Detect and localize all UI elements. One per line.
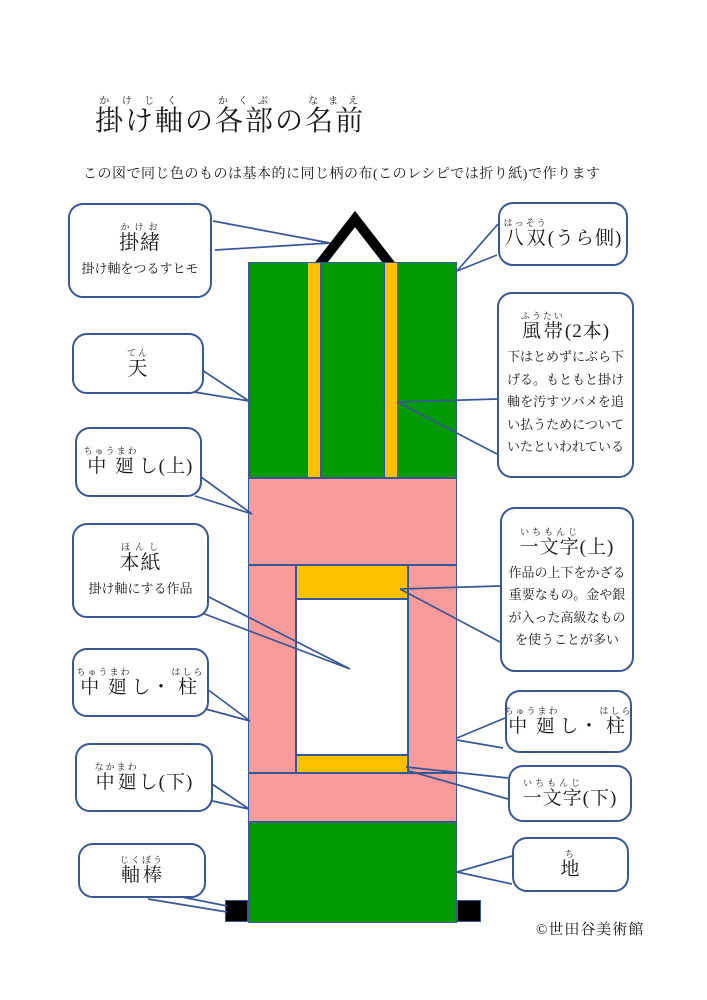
page-title: 掛け軸かけじくの各部かくぶの名前なまえ [95,96,366,137]
part-fuutai-stripe-left [307,262,321,478]
callout-hassou-pointer [457,224,498,271]
callout-hashira-left-pointer [202,689,250,721]
callout-kakeo [68,203,212,298]
callout-jikubou-pointer [148,897,227,912]
callout-ichimonji-ue-label: 一文字いちもんじ(上) [519,527,615,559]
part-jikubou-end-right [457,900,481,922]
callout-fuutai-desc: 下はとめずにぶら下げる。もともと掛け軸を汚すツバメを追い払うためについていたといわれている [506,349,624,455]
callout-hassou [498,202,628,266]
callout-honshi-label: 本紙ほんし [119,541,162,574]
callout-ten [72,333,204,394]
part-honshi [296,599,408,755]
callout-ichimonji-shita [508,765,632,822]
callout-hashira-left-label: 中廻ちゅうまわし・柱はしら [76,666,205,698]
callout-hashira-right-pointer [457,718,505,748]
callout-ichimonji-shita-label: 一文字いちもんじ(下) [522,777,618,809]
callout-chi [512,837,629,892]
part-ichimonji-lower [296,755,408,773]
callout-ten-label: 天てん [126,347,149,380]
callout-chi-label: 地ち [560,848,581,880]
callout-fuutai-label: 風帯ふうたい(2本) [520,311,611,343]
callout-kakeo-label: 掛緒かけお [119,221,161,254]
callout-honshi [72,523,209,618]
part-hashira-left [248,565,296,773]
callout-jikubou-label: 軸棒じくぼう [119,854,164,886]
callout-chuumawashi-ue-pointer [195,477,252,514]
callout-nakamawashi [75,743,213,812]
part-chi-green-bottom [248,822,457,923]
callout-chuumawashi-ue-label: 中廻ちゅうまわし(上) [83,446,194,478]
part-fuutai-stripe-right [384,262,398,478]
part-ichimonji-upper [296,565,408,599]
callout-ichimonji-ue-desc: 作品の上下をかざる重要なもの。金や銀が入った高級なものを使うことが多い [508,564,626,648]
part-ten-green-top [248,262,457,478]
part-chuumawashi-upper [248,478,457,565]
callout-hashira-right [505,690,632,753]
callout-hassou-label: 八双はっそう(うら側) [503,218,623,250]
part-hashira-right [408,565,457,773]
callout-honshi-desc: 掛け軸にする作品 [88,580,193,596]
callout-hashira-left [72,648,209,717]
callout-chi-pointer [457,856,512,884]
callout-nakamawashi-pointer [208,784,249,809]
callout-kakeo-pointer [213,221,330,250]
callout-fuutai [497,292,634,478]
part-jikubou-end-left [225,900,248,922]
subtitle: この図で同じ色のものは基本的に同じ柄の布(このレシピでは折り紙)で作ります [83,167,601,182]
callout-chuumawashi-ue [75,427,202,497]
part-nakamawashi-lower [248,773,457,822]
callout-ichimonji-ue [500,507,634,672]
callout-kakeo-desc: 掛け軸をつるすヒモ [81,260,199,276]
copyright: ©世田谷美術館 [536,922,645,938]
callout-nakamawashi-label: 中廻なかまわし(下) [94,761,194,793]
callout-hashira-right-label: 中廻ちゅうまわし・柱はしら [504,705,633,737]
callout-jikubou [78,843,206,898]
